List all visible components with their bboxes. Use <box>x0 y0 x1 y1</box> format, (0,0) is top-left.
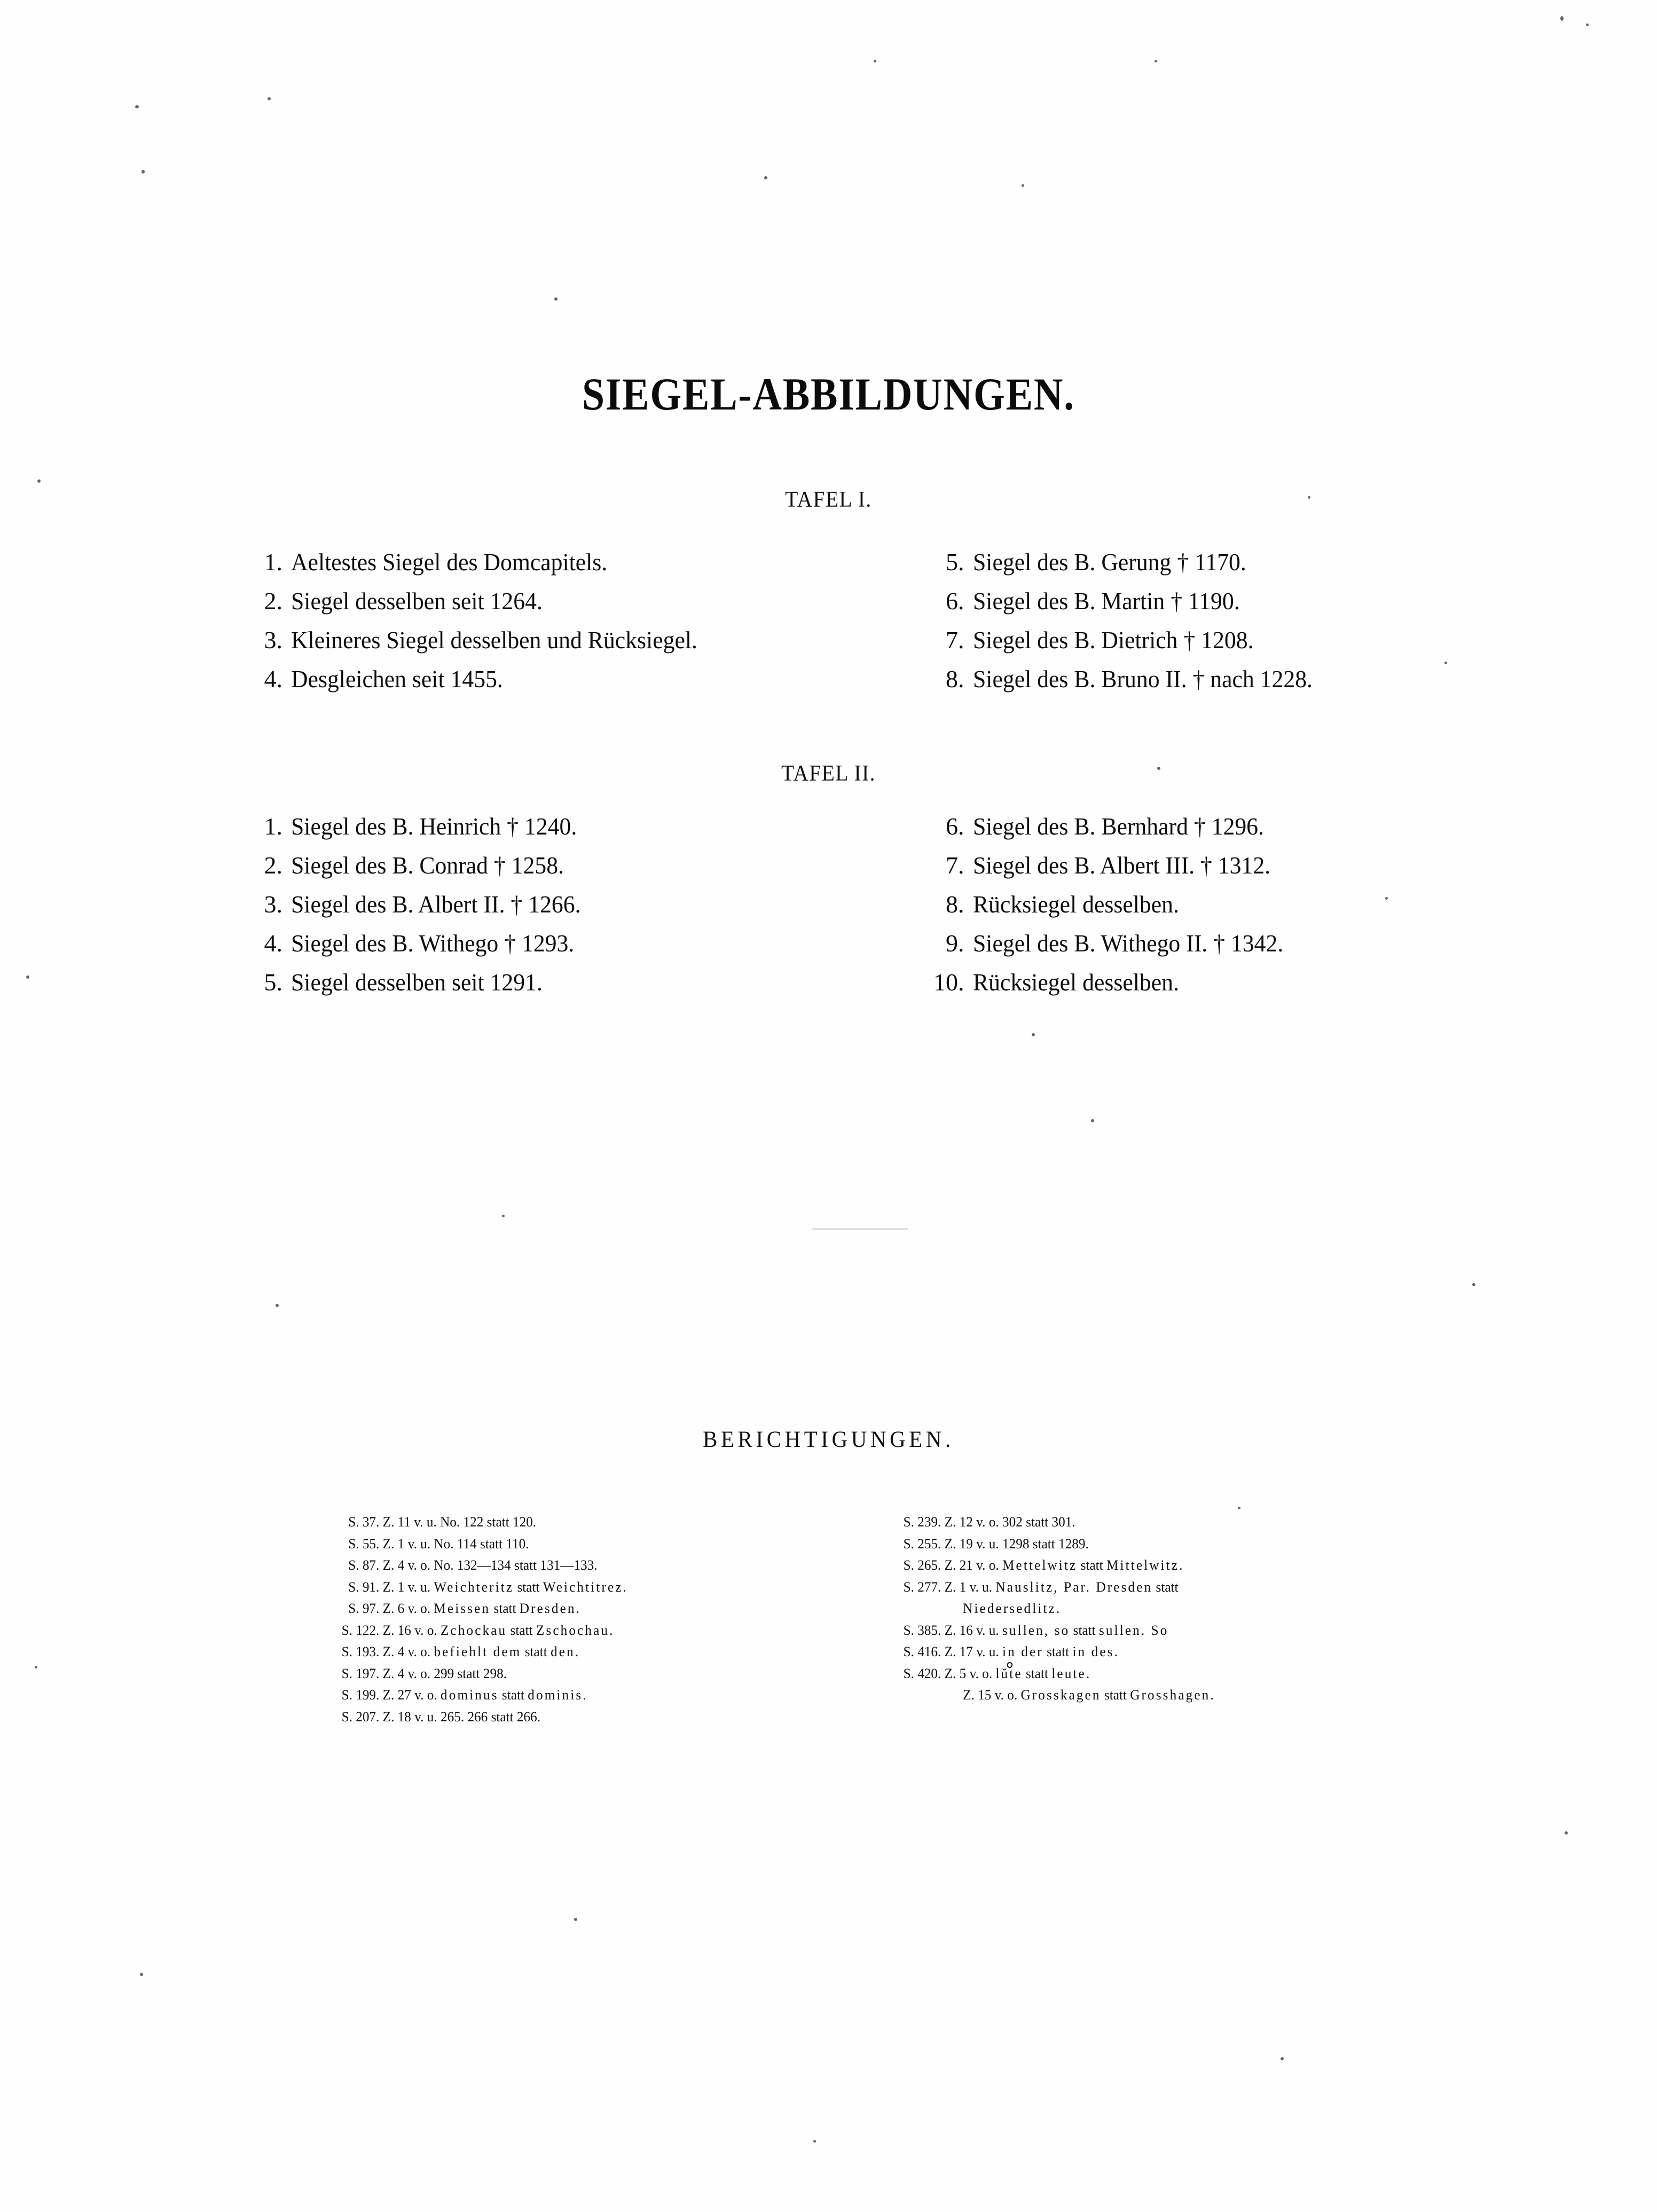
list-item-label: Siegel des B. Withego II. † 1342. <box>972 930 1283 957</box>
list-item-label: Rücksiegel desselben. <box>972 891 1179 918</box>
errata-line <box>896 1688 1635 1702</box>
tafel-2-column-left <box>0 814 829 1009</box>
list-item-label: Rücksiegel desselben. <box>972 969 1179 996</box>
scan-speckle <box>554 297 557 301</box>
list-item-label: Siegel desselben seit 1291. <box>291 969 543 996</box>
errata-page-ref: S. 55. <box>348 1536 380 1552</box>
errata-page-ref: S. 97. <box>348 1601 380 1616</box>
list-item <box>243 970 829 995</box>
list-item-number: 3. <box>264 626 282 654</box>
errata-statt: statt <box>1101 1687 1130 1703</box>
errata-page-ref: S. 122. <box>341 1622 380 1638</box>
errata-correction: dominus <box>441 1687 499 1703</box>
list-item <box>925 589 1657 613</box>
scan-speckle <box>1565 1831 1568 1835</box>
errata-correction: Zchockau <box>441 1622 507 1638</box>
scan-speckle <box>1586 23 1589 26</box>
scan-smudge <box>812 1228 908 1230</box>
scan-speckle <box>813 2140 816 2143</box>
errata-correction: in der <box>1002 1644 1043 1659</box>
scan-speckle <box>1560 16 1564 21</box>
list-item <box>243 628 829 652</box>
list-item-label: Siegel des B. Bernhard † 1296. <box>972 813 1264 840</box>
errata-statt: statt <box>498 1687 528 1703</box>
list-item-label: Aeltestes Siegel des Domcapitels. <box>291 548 608 576</box>
errata-list <box>0 1515 1657 1731</box>
errata-statt: statt <box>521 1644 551 1659</box>
errata-tail: . <box>1210 1687 1214 1703</box>
list-item-number: 8. <box>946 891 964 918</box>
list-item-number: 4. <box>264 665 282 692</box>
errata-tail: . <box>623 1579 626 1595</box>
errata-locator: Z. 4 v. o. <box>382 1644 434 1659</box>
list-item-number: 1. <box>264 813 282 840</box>
errata-page-ref: S. 385. <box>903 1622 941 1638</box>
errata-correction: lŭte <box>995 1665 1023 1681</box>
errata-correction: Mettelwitz <box>1002 1557 1077 1573</box>
errata-statt: statt <box>1152 1579 1179 1595</box>
errata-locator: Z. 1 v. u. <box>382 1579 434 1595</box>
errata-tail: . <box>1114 1644 1118 1659</box>
errata-locator: Z. 16 v. o. <box>382 1622 441 1638</box>
errata-tail: . <box>1056 1601 1059 1616</box>
list-item-label: Siegel des B. Bruno II. † nach 1228. <box>972 665 1313 692</box>
list-item <box>925 628 1657 652</box>
errata-locator: Z. 5 v. o. <box>944 1665 995 1681</box>
errata-original: Mittelwitz <box>1106 1557 1179 1573</box>
errata-page-ref: S. 87. <box>348 1557 380 1573</box>
list-item-number: 2. <box>264 852 282 879</box>
list-item-number: 7. <box>946 852 964 879</box>
list-item <box>925 970 1657 995</box>
errata-correction: Meissen <box>434 1601 491 1616</box>
scan-speckle <box>1022 184 1024 187</box>
errata-locator: Z. 15 v. o. <box>962 1687 1020 1703</box>
scan-speckle <box>764 176 767 179</box>
scan-speckle <box>1091 1119 1094 1122</box>
errata-tail: . <box>609 1622 613 1638</box>
page-title: SIEGEL-ABBILDUNGEN. <box>582 368 1075 420</box>
errata-original: sullen. So <box>1098 1622 1169 1638</box>
list-item <box>925 814 1657 839</box>
scan-speckle <box>135 105 139 108</box>
errata-page-ref: S. 255. <box>903 1536 941 1552</box>
errata-column-left <box>0 1515 829 1731</box>
errata-line <box>334 1645 814 1659</box>
errata-original: den <box>551 1644 575 1659</box>
list-item-number: 5. <box>264 969 282 996</box>
errata-line <box>896 1624 1635 1638</box>
errata-locator: Z. 12 v. o. 302 statt 301. <box>944 1514 1075 1530</box>
errata-correction: Weichteritz <box>434 1579 514 1595</box>
errata-correction: befiehlt dem <box>434 1644 522 1659</box>
errata-page-ref: S. 91. <box>348 1579 380 1595</box>
errata-original: in des <box>1072 1644 1114 1659</box>
errata-original: Weichtitrez <box>543 1579 623 1595</box>
errata-locator: Z. 21 v. o. <box>944 1557 1002 1573</box>
errata-page-ref: S. 277. <box>903 1579 941 1595</box>
errata-tail: . <box>1179 1557 1182 1573</box>
errata-line <box>334 1537 814 1551</box>
list-item-number: 9. <box>946 930 964 957</box>
list-item <box>243 931 829 956</box>
errata-locator: Z. 17 v. u. <box>944 1644 1002 1659</box>
list-item-label: Siegel des B. Albert III. † 1312. <box>972 852 1270 879</box>
list-item-label: Siegel des B. Conrad † 1258. <box>291 852 564 879</box>
scan-speckle <box>1281 2057 1284 2060</box>
errata-statt: statt <box>1043 1644 1072 1659</box>
list-item <box>243 853 829 878</box>
errata-statt: statt <box>1077 1557 1106 1573</box>
list-item-number: 6. <box>946 587 964 615</box>
errata-correction: Grosskagen <box>1020 1687 1101 1703</box>
list-item-number: 7. <box>946 626 964 654</box>
errata-locator: Z. 4 v. o. No. 132—134 statt 131—133. <box>382 1557 598 1573</box>
errata-line <box>334 1602 814 1616</box>
errata-page-ref: S. 239. <box>903 1514 941 1530</box>
errata-statt: statt <box>1022 1665 1051 1681</box>
errata-page-ref: S. 207. <box>341 1709 380 1725</box>
tafel-1-column-left <box>0 550 829 706</box>
scan-speckle <box>140 1973 143 1976</box>
scan-speckle <box>268 97 271 100</box>
scan-speckle <box>1032 1033 1035 1036</box>
errata-page-ref: S. 193. <box>341 1644 380 1659</box>
list-item <box>243 667 829 691</box>
tafel-2-heading: TAFEL II. <box>781 761 876 786</box>
errata-line <box>896 1515 1635 1529</box>
errata-page-ref: S. 265. <box>903 1557 941 1573</box>
errata-line <box>896 1580 1635 1594</box>
errata-line <box>896 1667 1635 1681</box>
errata-locator: Z. 19 v. u. 1298 statt 1289. <box>944 1536 1089 1552</box>
errata-original: dominis <box>528 1687 583 1703</box>
errata-line <box>896 1537 1635 1551</box>
scan-speckle <box>1238 1507 1240 1509</box>
list-item <box>243 589 829 613</box>
tafel-1-column-right <box>829 550 1657 706</box>
errata-statt: statt <box>514 1579 543 1595</box>
errata-correction: sullen, so <box>1002 1622 1070 1638</box>
scan-speckle <box>276 1304 279 1307</box>
errata-line <box>896 1645 1635 1659</box>
list-item <box>925 550 1657 574</box>
list-item <box>243 814 829 839</box>
list-item-label: Siegel des B. Withego † 1293. <box>291 930 575 957</box>
errata-locator: Z. 27 v. o. <box>382 1687 441 1703</box>
scan-speckle <box>502 1215 505 1217</box>
list-item-number: 1. <box>264 548 282 576</box>
errata-locator: Z. 16 v. u. <box>944 1622 1002 1638</box>
errata-line <box>334 1624 814 1638</box>
list-item <box>925 892 1657 917</box>
list-item-label: Siegel des B. Albert II. † 1266. <box>291 891 581 918</box>
errata-column-right <box>829 1515 1657 1731</box>
list-item-label: Siegel des B. Heinrich † 1240. <box>291 813 577 840</box>
errata-original: Zschochau <box>536 1622 610 1638</box>
errata-line <box>896 1602 1635 1616</box>
scan-speckle <box>1472 1283 1475 1286</box>
scan-speckle <box>874 60 876 62</box>
scan-speckle <box>1155 60 1157 62</box>
list-item-number: 6. <box>946 813 964 840</box>
list-item-label: Siegel des B. Martin † 1190. <box>972 587 1240 615</box>
errata-correction: Nauslitz, Par. Dresden <box>995 1579 1152 1595</box>
list-item-label: Siegel desselben seit 1264. <box>291 587 543 615</box>
tafel-2-list <box>0 814 1657 1009</box>
errata-page-ref: S. 416. <box>903 1644 941 1659</box>
list-item-label: Siegel des B. Gerung † 1170. <box>972 548 1246 576</box>
errata-tail: . <box>583 1687 586 1703</box>
list-item-number: 4. <box>264 930 282 957</box>
scan-speckle <box>37 479 41 483</box>
errata-locator: Z. 1 v. u. <box>944 1579 995 1595</box>
tafel-1-list <box>0 550 1657 706</box>
errata-original: Grosshagen <box>1129 1687 1210 1703</box>
errata-locator: Z. 6 v. o. <box>382 1601 434 1616</box>
scan-speckle <box>574 1918 577 1921</box>
errata-tail: . <box>1086 1665 1089 1681</box>
errata-locator: Z. 4 v. o. 299 statt 298. <box>382 1665 507 1681</box>
errata-original: Dresden <box>519 1601 576 1616</box>
errata-heading: BERICHTIGUNGEN. <box>703 1427 954 1452</box>
errata-locator: Z. 1 v. u. No. 114 statt 110. <box>382 1536 529 1552</box>
errata-page-ref: S. 199. <box>341 1687 380 1703</box>
errata-locator: Z. 18 v. u. 265. 266 statt 266. <box>382 1709 541 1725</box>
errata-page-ref: S. 197. <box>341 1665 380 1681</box>
errata-statt: statt <box>507 1622 536 1638</box>
list-item-number: 5. <box>946 548 964 576</box>
errata-tail: . <box>576 1601 579 1616</box>
list-item-number: 10. <box>933 969 964 996</box>
errata-original: leute <box>1051 1665 1086 1681</box>
list-item-label: Siegel des B. Dietrich † 1208. <box>972 626 1254 654</box>
errata-line <box>334 1688 814 1702</box>
list-item-number: 3. <box>264 891 282 918</box>
errata-page-ref: S. 37. <box>348 1514 380 1530</box>
tafel-2-column-right <box>829 814 1657 1009</box>
list-item-label: Kleineres Siegel desselben und Rücksiegel. <box>291 626 697 654</box>
errata-page-ref: S. 420. <box>903 1665 941 1681</box>
scan-speckle <box>142 170 145 174</box>
list-item-number: 2. <box>264 587 282 615</box>
list-item <box>925 667 1657 691</box>
errata-statt: statt <box>1069 1622 1099 1638</box>
list-item <box>925 853 1657 878</box>
list-item-label: Desgleichen seit 1455. <box>291 665 503 692</box>
list-item-number: 8. <box>946 665 964 692</box>
errata-statt: statt <box>490 1601 520 1616</box>
list-item <box>243 550 829 574</box>
errata-line <box>334 1558 814 1572</box>
errata-line <box>334 1710 814 1724</box>
errata-line <box>334 1580 814 1594</box>
errata-line <box>334 1667 814 1681</box>
errata-correction: Niedersedlitz <box>962 1601 1056 1616</box>
tafel-1-heading: TAFEL I. <box>785 487 872 512</box>
errata-locator: Z. 11 v. u. No. 122 statt 120. <box>382 1514 537 1530</box>
list-item <box>243 892 829 917</box>
list-item <box>925 931 1657 956</box>
errata-tail: . <box>575 1644 579 1659</box>
errata-line <box>896 1558 1635 1572</box>
errata-line <box>334 1515 814 1529</box>
